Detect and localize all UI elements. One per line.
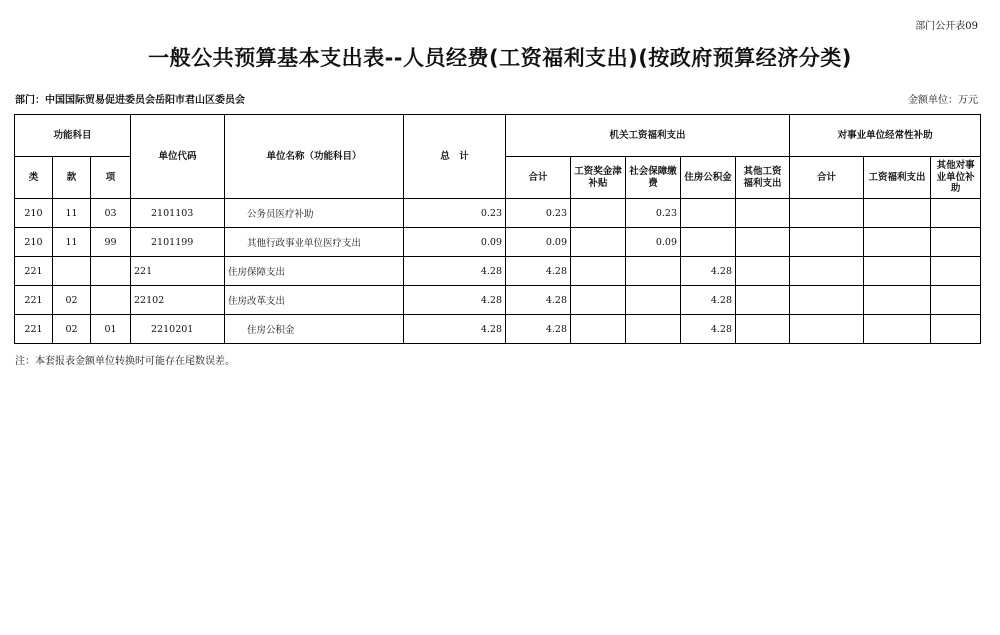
cell-gov-social	[626, 315, 681, 344]
cell-unit-code: 22102	[131, 286, 225, 315]
header-gov-subtotal: 合计	[506, 157, 571, 199]
cell-inst-other	[931, 228, 981, 257]
header-inst-salary: 工资福利支出	[864, 157, 931, 199]
table-row	[15, 228, 981, 257]
cell-xiang	[91, 286, 131, 315]
cell-inst-other	[931, 315, 981, 344]
cell-kuan: 11	[53, 199, 91, 228]
cell-total: 4.28	[404, 257, 506, 286]
cell-gov-social: 0.23	[626, 199, 681, 228]
header-gov-group: 机关工资福利支出	[506, 115, 790, 157]
cell-inst-salary	[864, 228, 931, 257]
cell-unit-name: 公务员医疗补助	[225, 199, 404, 228]
header-func-subject: 功能科目	[15, 115, 131, 157]
cell-unit-name: 住房改革支出	[225, 286, 404, 315]
cell-gov-housing: 4.28	[681, 257, 736, 286]
cell-inst-salary	[864, 257, 931, 286]
header-inst-other: 其他对事业单位补助	[931, 157, 981, 199]
cell-gov-salary	[571, 257, 626, 286]
cell-unit-name: 其他行政事业单位医疗支出	[225, 228, 404, 257]
cell-lei: 210	[15, 228, 53, 257]
cell-unit-code: 2101199	[131, 228, 225, 257]
cell-kuan: 02	[53, 315, 91, 344]
cell-xiang: 99	[91, 228, 131, 257]
header-lei: 类	[15, 157, 53, 199]
cell-gov-salary	[571, 286, 626, 315]
cell-lei: 221	[15, 257, 53, 286]
cell-inst-subtotal	[790, 199, 864, 228]
cell-gov-housing: 4.28	[681, 286, 736, 315]
cell-gov-subtotal: 4.28	[506, 286, 571, 315]
header-total: 总 计	[404, 115, 506, 199]
cell-gov-salary	[571, 199, 626, 228]
cell-inst-salary	[864, 199, 931, 228]
header-kuan: 款	[53, 157, 91, 199]
cell-gov-housing: 4.28	[681, 315, 736, 344]
cell-total: 4.28	[404, 286, 506, 315]
cell-gov-other	[736, 286, 790, 315]
cell-kuan	[53, 257, 91, 286]
cell-unit-code: 221	[131, 257, 225, 286]
cell-inst-subtotal	[790, 286, 864, 315]
cell-xiang: 03	[91, 199, 131, 228]
cell-unit-code: 2101103	[131, 199, 225, 228]
cell-inst-subtotal	[790, 257, 864, 286]
cell-lei: 221	[15, 286, 53, 315]
cell-gov-salary	[571, 315, 626, 344]
cell-inst-salary	[864, 315, 931, 344]
cell-gov-salary	[571, 228, 626, 257]
page-title: 一般公共预算基本支出表--人员经费(工资福利支出)(按政府预算经济分类)	[148, 46, 852, 70]
cell-gov-housing	[681, 199, 736, 228]
header-unit-name: 单位名称（功能科目）	[225, 115, 404, 199]
cell-inst-subtotal	[790, 315, 864, 344]
cell-total: 0.23	[404, 199, 506, 228]
cell-unit-code: 2210201	[131, 315, 225, 344]
table-row	[15, 315, 981, 344]
cell-xiang: 01	[91, 315, 131, 344]
cell-gov-social: 0.09	[626, 228, 681, 257]
cell-inst-subtotal	[790, 228, 864, 257]
department-label: 部门：中国国际贸易促进委员会岳阳市君山区委员会	[15, 95, 245, 106]
expenditure-table	[14, 114, 981, 344]
cell-unit-name: 住房公积金	[225, 315, 404, 344]
header-inst-subtotal: 合计	[790, 157, 864, 199]
cell-inst-other	[931, 286, 981, 315]
header-xiang: 项	[91, 157, 131, 199]
cell-gov-other	[736, 315, 790, 344]
cell-gov-social	[626, 286, 681, 315]
cell-inst-other	[931, 257, 981, 286]
amount-unit-label: 金额单位：万元	[908, 95, 978, 106]
cell-unit-name: 住房保障支出	[225, 257, 404, 286]
table-row	[15, 286, 981, 315]
header-gov-housing: 住房公积金	[681, 157, 736, 199]
cell-kuan: 02	[53, 286, 91, 315]
cell-total: 0.09	[404, 228, 506, 257]
cell-xiang	[91, 257, 131, 286]
cell-lei: 210	[15, 199, 53, 228]
header-gov-other: 其他工资福利支出	[736, 157, 790, 199]
cell-total: 4.28	[404, 315, 506, 344]
footnote: 注：本套报表金额单位转换时可能存在尾数误差。	[15, 356, 235, 367]
table-row	[15, 199, 981, 228]
cell-gov-subtotal: 4.28	[506, 315, 571, 344]
header-gov-social: 社会保障缴费	[626, 157, 681, 199]
cell-inst-other	[931, 199, 981, 228]
form-number: 部门公开表09	[915, 21, 978, 32]
cell-gov-other	[736, 257, 790, 286]
header-inst-group: 对事业单位经常性补助	[790, 115, 981, 157]
cell-gov-subtotal: 0.23	[506, 199, 571, 228]
cell-gov-social	[626, 257, 681, 286]
cell-gov-subtotal: 4.28	[506, 257, 571, 286]
cell-gov-other	[736, 228, 790, 257]
table-row	[15, 257, 981, 286]
cell-gov-other	[736, 199, 790, 228]
cell-inst-salary	[864, 286, 931, 315]
cell-gov-housing	[681, 228, 736, 257]
cell-kuan: 11	[53, 228, 91, 257]
cell-lei: 221	[15, 315, 53, 344]
cell-gov-subtotal: 0.09	[506, 228, 571, 257]
header-gov-salary: 工资奖金津补贴	[571, 157, 626, 199]
header-unit-code: 单位代码	[131, 115, 225, 199]
